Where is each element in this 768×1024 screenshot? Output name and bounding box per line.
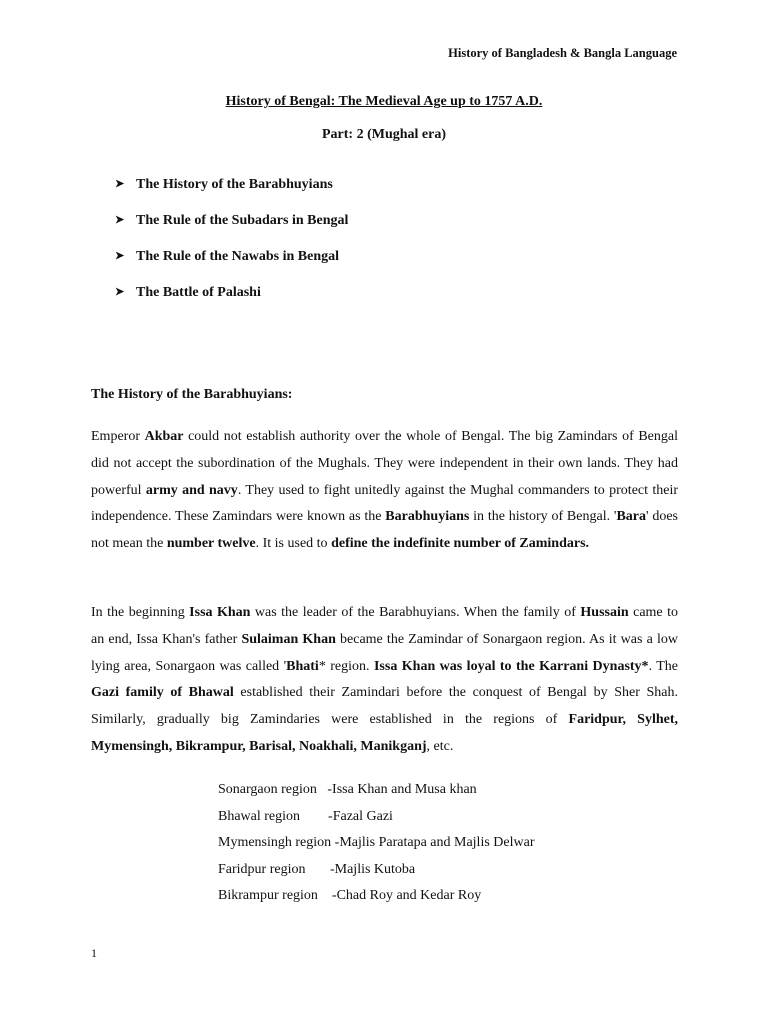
bold-term: Faridpur, Sylhet, Mymensingh, Bikrampur, Barisal, Noakhali, Manikganj: [91, 712, 678, 754]
bold-term: Hussain: [580, 605, 629, 620]
region-row: Faridpur region -Majlis Kutoba: [218, 861, 416, 877]
arrowhead-bullet-icon: ➤: [115, 214, 125, 226]
text-run: . They used to fight unitedly against the Mughal commanders to protect their independence. These Zamindars were known as the: [91, 482, 679, 525]
running-header: History of Bangladesh & Bangla Language: [448, 46, 677, 60]
regions-list: [218, 779, 534, 912]
bold-term: Akbar: [144, 429, 184, 444]
bold-term: army and navy: [145, 482, 238, 498]
bold-term: Issa Khan: [189, 605, 251, 620]
text-run: Emperor: [91, 429, 145, 444]
text-run: ' does not mean the: [91, 509, 678, 552]
page-number: 1: [91, 946, 97, 960]
region-row: Bikrampur region -Chad Roy and Kedar Roy: [218, 888, 482, 904]
text-run: could not establish authority over the whole of Bengal. The big Zamindars of Bengal did not accept the subordination of the Mughals. They were independent in their own lands. They had powerful: [91, 429, 678, 498]
text-run: came to an end, Issa Khan's father: [91, 605, 678, 647]
region-row: Sonargaon region -Issa Khan and Musa khan: [218, 782, 477, 797]
text-run: in the history of Bengal. ': [469, 509, 617, 525]
list-item: [115, 213, 348, 249]
document-title: History of Bengal: The Medieval Age up to 1757 A.D.: [225, 94, 543, 109]
paragraph-barabhuyians-intro: [91, 424, 678, 558]
text-run: * region.: [318, 658, 374, 674]
list-item: [115, 249, 348, 285]
bold-term: Bara: [616, 509, 646, 525]
list-item-label: The Rule of the Subadars in Bengal: [136, 213, 349, 228]
bold-term: Bhati: [286, 658, 319, 674]
bold-term: Issa Khan was loyal to the Karrani Dynasty*: [373, 658, 649, 674]
bold-term: Barabhuyians: [385, 509, 470, 525]
text-run: . The: [648, 658, 679, 674]
text-run: . It is used to: [255, 536, 332, 552]
list-item: [115, 177, 348, 213]
list-item-label: The Battle of Palashi: [136, 285, 261, 300]
list-item-label: The History of the Barabhuyians: [136, 177, 333, 192]
bold-term: Gazi family of Bhawal: [91, 685, 234, 701]
region-row: Bhawal region -Fazal Gazi: [218, 808, 393, 824]
arrowhead-bullet-icon: ➤: [115, 250, 125, 262]
arrowhead-bullet-icon: ➤: [115, 178, 125, 190]
bold-term: Sulaiman Khan: [241, 631, 336, 647]
paragraph-issa-khan: [91, 600, 678, 761]
list-item: [115, 285, 348, 321]
bold-term: define the indefinite number of Zamindars.: [331, 536, 590, 552]
topics-list: [115, 177, 348, 321]
section-heading: The History of the Barabhuyians:: [91, 387, 293, 402]
document-subtitle: Part: 2 (Mughal era): [321, 127, 447, 142]
text-run: was the leader of the Barabhuyians. When the family of: [250, 605, 581, 620]
arrowhead-bullet-icon: ➤: [115, 286, 125, 298]
text-run: established their Zamindari before the conquest of Bengal by Sher Shah. Similarly, gradually big Zamindaries were established in the regions of: [91, 685, 678, 728]
bold-term: number twelve: [166, 536, 256, 552]
text-run: , etc.: [426, 738, 454, 754]
text-run: became the Zamindar of Sonargaon region. As it was a low lying area, Sonargaon was called ': [91, 631, 678, 674]
list-item-label: The Rule of the Nawabs in Bengal: [136, 249, 340, 264]
region-row: Mymensingh region -Majlis Paratapa and Majlis Delwar: [218, 835, 535, 851]
text-run: In the beginning: [91, 605, 190, 620]
